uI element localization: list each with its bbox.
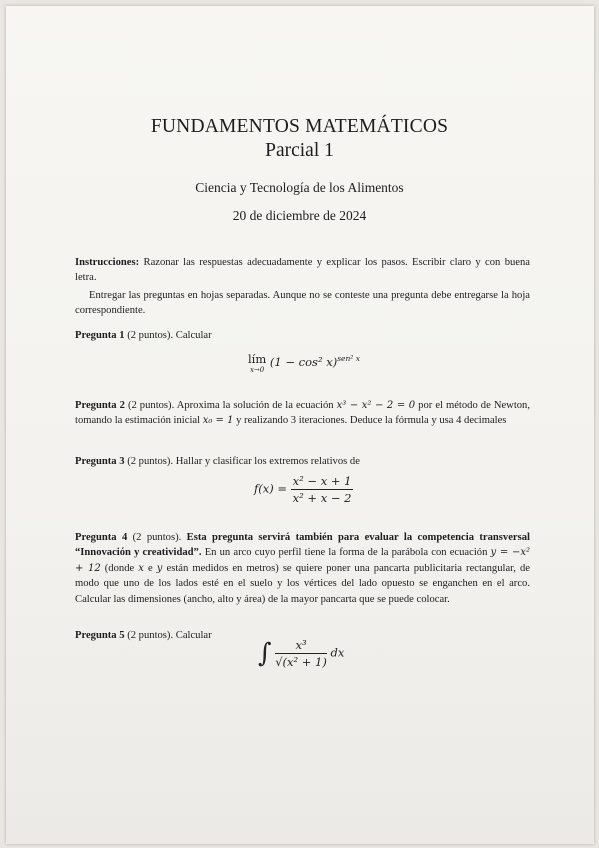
question-label: Pregunta 4 <box>75 532 128 543</box>
question-bold-text: Esta pregunta servirá también para evaluar la competencia transversal “Innovación y creatividad”. <box>75 532 530 559</box>
question-text-b: por el método de Newton, tomando la estimación inicial <box>75 400 531 427</box>
lim-body: (1 − cos² x) <box>269 355 338 369</box>
question-text-c: y realizando 3 iteraciones. Deduce la fórmula y usa 4 decimales <box>236 415 507 427</box>
question-label: Pregunta 1 <box>75 330 125 341</box>
integral-differential: dx <box>330 645 345 660</box>
question-label: Pregunta 3 <box>75 456 125 467</box>
fraction-denominator: x² + x − 2 <box>292 491 352 505</box>
var-x: x <box>138 562 144 574</box>
question-label: Pregunta 2 <box>75 400 125 411</box>
question-3 <box>75 454 530 469</box>
instructions <box>75 255 530 286</box>
question-text: Hallar y clasificar los extremos relativos de <box>175 456 360 467</box>
initial-estimate: x₀ = 1 <box>202 415 234 427</box>
question-text-a: En un arco cuyo perfil tiene la forma de la parábola con ecuación <box>204 547 488 559</box>
question-points: (2 puntos). <box>127 330 174 341</box>
lim-subscript: x→0 <box>249 366 265 374</box>
integral-numerator: x³ <box>275 638 327 654</box>
var-y: y <box>156 562 163 574</box>
question-points: (2 puntos). <box>127 400 175 411</box>
instructions-text-2: Entregar las preguntas en hojas separadas. Aunque no se conteste una pregunta debe entregarse la hoja correspondiente. <box>75 290 530 317</box>
function-lhs: f(x) = <box>254 481 288 496</box>
question-text-d: están medidos en metros) se quiere poner una pancarta publicitaria rectangular, de modo que uno de los lados esté en el suelo y los vértices del lado opuesto se enganchen en el arco. Calcular las dimensiones (ancho, alto y área) de la mayor pancarta que se puede colocar. <box>75 562 530 605</box>
question-text-c: e <box>148 562 153 574</box>
question-text-a: Aproxima la solución de la ecuación <box>176 400 334 411</box>
question-points: (2 puntos). <box>127 456 174 467</box>
instructions-label: Instrucciones: <box>75 257 140 268</box>
instructions-text: Razonar las respuestas adecuadamente y explicar los pasos. Escribir claro y con buena letra. <box>75 257 530 284</box>
formula-function <box>254 474 353 505</box>
lim-exponent: sen² x <box>337 354 360 364</box>
question-1 <box>75 328 530 343</box>
question-points: (2 puntos). <box>127 630 174 641</box>
instructions-2 <box>75 288 530 319</box>
question-4 <box>75 530 530 607</box>
question-2 <box>75 398 530 429</box>
integral-sign: ∫ <box>258 638 272 669</box>
integral-fraction <box>275 638 327 669</box>
question-label: Pregunta 5 <box>75 630 125 641</box>
exam-date: 20 de diciembre de 2024 <box>232 208 367 223</box>
parabola-equation: y = −x² + 12 <box>75 547 530 574</box>
integral-denominator: √(x² + 1) <box>275 655 327 669</box>
degree-name: Ciencia y Tecnología de los Alimentos <box>195 180 404 195</box>
function-fraction <box>291 474 354 505</box>
exam-subtitle: Parcial 1 <box>265 140 334 161</box>
lim-operator: lím <box>248 352 267 366</box>
question-text-b: (donde <box>104 562 135 574</box>
formula-limit <box>248 352 360 374</box>
question-text: Calcular <box>175 330 212 341</box>
exam-title: FUNDAMENTOS MATEMÁTICOS <box>150 116 449 137</box>
question-text: Calcular <box>175 630 212 641</box>
fraction-numerator: x² − x + 1 <box>292 474 352 488</box>
formula-integral <box>258 638 344 669</box>
question-points: (2 puntos). <box>132 532 182 543</box>
equation: x³ − x² − 2 = 0 <box>336 400 416 411</box>
